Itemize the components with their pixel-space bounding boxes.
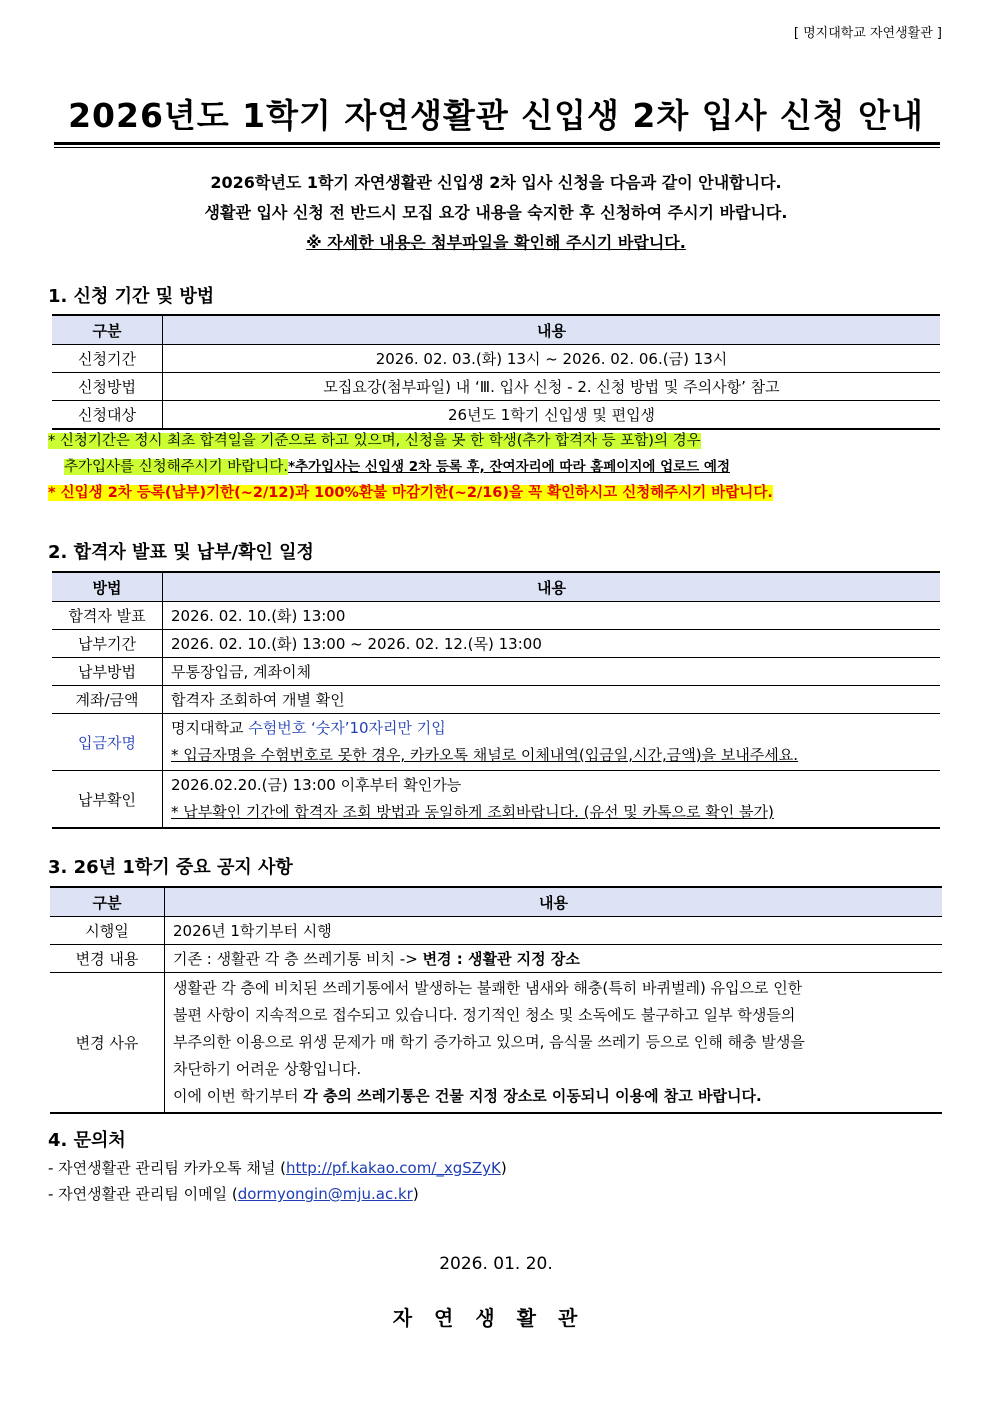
row-label: 납부방법: [52, 658, 163, 686]
reason-line: 생활관 각 층에 비치된 쓰레기통에서 발생하는 불쾌한 냄새와 해충(특히 바퀴벌레) 유입으로 인한: [173, 979, 803, 997]
row-value: 26년도 1학기 신입생 및 편입생: [163, 401, 941, 430]
email-link[interactable]: dormyongin@mju.ac.kr: [237, 1185, 413, 1203]
kakao-channel-link[interactable]: http://pf.kakao.com/_xgSZyK: [285, 1159, 501, 1177]
section-1-table: [52, 314, 940, 430]
intro-line-3: ※ 자세한 내용은 첨부파일을 확인해 주시기 바랍니다.: [306, 233, 686, 252]
row-value-reason: [165, 973, 943, 1114]
title-divider: [54, 142, 940, 148]
contact-kakao-close: ): [500, 1159, 507, 1177]
reason-line-prefix: 이에 이번 학기부터: [173, 1087, 304, 1105]
row-value: 무통장입금, 계좌이체: [163, 658, 941, 686]
table-header: [52, 572, 940, 602]
header-method: 방법: [52, 572, 163, 602]
reason-line: 부주의한 이용으로 위생 문제가 매 학기 증가하고 있으며, 음식물 쓰레기 등으로 인해 해충 발생을: [173, 1033, 805, 1051]
header-content: 내용: [165, 887, 943, 917]
row-label: 신청기간: [52, 345, 163, 373]
table-row: [52, 658, 940, 686]
table-row: [50, 973, 942, 1114]
table-row: [52, 714, 940, 771]
section-2-title: 2. 합격자 발표 및 납부/확인 일정: [48, 542, 314, 563]
row-label-reason: 변경 사유: [50, 973, 165, 1114]
reason-line: 불편 사항이 지속적으로 접수되고 있습니다. 정기적인 청소 및 소독에도 불구하고 일부 학생들의: [173, 1006, 796, 1024]
table-row: [52, 602, 940, 630]
confirm-date: 2026.02.20.(금) 13:00 이후부터 확인가능: [171, 776, 462, 794]
table-row: [50, 945, 942, 973]
header-category: 구분: [52, 315, 163, 345]
contact-kakao: [48, 1155, 507, 1181]
intro-line-2: 생활관 입사 신청 전 반드시 모집 요강 내용을 숙지한 후 신청하여 주시기 바랍니다.: [204, 203, 788, 222]
section-2-table: [52, 571, 940, 829]
depositor-suffix: 10자리만 기입: [349, 719, 446, 737]
row-value: 2026. 02. 03.(화) 13시 ~ 2026. 02. 06.(금) 13시: [163, 345, 941, 373]
row-label: 납부기간: [52, 630, 163, 658]
row-value-confirm: [163, 771, 941, 829]
table-row: [52, 686, 940, 714]
contact-email-label: - 자연생활관 관리팀 이메일 (: [48, 1185, 238, 1203]
contact-kakao-label: - 자연생활관 관리팀 카카오톡 채널 (: [48, 1159, 286, 1177]
section-4-title: 4. 문의처: [48, 1130, 126, 1151]
header-category: 구분: [50, 887, 165, 917]
table-header: [50, 887, 942, 917]
intro-line-1: 2026학년도 1학기 자연생활관 신입생 2차 입사 신청을 다음과 같이 안내합니다.: [210, 173, 782, 192]
page-title: 2026년도 1학기 자연생활관 신입생 2차 입사 신청 안내: [68, 96, 924, 135]
table-row: [52, 373, 940, 401]
row-value: 2026년 1학기부터 시행: [165, 917, 943, 945]
section-3-title: 3. 26년 1학기 중요 공지 사항: [48, 857, 293, 878]
section-1-notes: [48, 428, 773, 506]
contact-email: [48, 1181, 507, 1207]
note-deadline-warning: * 신입생 2차 등록(납부)기한(~2/12)과 100%환불 마감기한(~2/16)을 꼭 확인하시고 신청해주시기 바랍니다.: [48, 485, 773, 501]
section-3-table: [50, 886, 942, 1114]
header-content: 내용: [163, 315, 941, 345]
table-row: [52, 345, 940, 373]
row-label: 신청대상: [52, 401, 163, 430]
header-content: 내용: [163, 572, 941, 602]
table-row: [52, 771, 940, 829]
row-value: 합격자 조회하여 개별 확인: [163, 686, 941, 714]
row-value-depositor: [163, 714, 941, 771]
change-before: 기존 : 생활관 각 층 쓰레기통 비치 ->: [173, 950, 423, 968]
confirm-note: * 납부확인 기간에 합격자 조회 방법과 동일하게 조회바랍니다. (유선 및 카톡으로 확인 불가): [171, 803, 774, 821]
reason-line-emphasis: 각 층의 쓰레기통은 건물 지정 장소로 이동되니 이용에 참고 바랍니다.: [303, 1087, 762, 1105]
row-value: 2026. 02. 10.(화) 13:00: [163, 602, 941, 630]
row-label-depositor: 입금자명: [52, 714, 163, 771]
row-value: 2026. 02. 10.(화) 13:00 ~ 2026. 02. 12.(목) 13:00: [163, 630, 941, 658]
row-label-confirm: 납부확인: [52, 771, 163, 829]
issuer-signature: 자연생활관: [392, 1306, 600, 1330]
intro: [0, 168, 992, 258]
header-tag: [ 명지대학교 자연생활관 ]: [793, 26, 942, 41]
table-row: [52, 630, 940, 658]
section-1-title: 1. 신청 기간 및 방법: [48, 286, 215, 307]
table-row: [50, 917, 942, 945]
note-additional-upload: *추가입사는 신입생 2차 등록 후, 잔여자리에 따라 홈페이지에 업로드 예정: [287, 459, 731, 475]
row-value: [165, 945, 943, 973]
row-label: 변경 내용: [50, 945, 165, 973]
row-value: 모집요강(첨부파일) 내 ‘Ⅲ. 입사 신청 - 2. 신청 방법 및 주의사항’ 참고: [163, 373, 941, 401]
depositor-prefix: 명지대학교: [171, 719, 249, 737]
contact-list: [48, 1155, 507, 1207]
table-header: [52, 315, 940, 345]
row-label: 신청방법: [52, 373, 163, 401]
table-row: [52, 401, 940, 430]
contact-email-close: ): [412, 1185, 419, 1203]
document-date: 2026. 01. 20.: [439, 1254, 553, 1274]
reason-line: 차단하기 어려운 상황입니다.: [173, 1060, 362, 1078]
row-label: 합격자 발표: [52, 602, 163, 630]
note-application-period: * 신청기간은 정시 최초 합격일을 기준으로 하고 있으며, 신청을 못 한 학생(추가 합격자 등 포함)의 경우: [48, 433, 701, 449]
change-after: 변경 : 생활관 지정 장소: [422, 950, 580, 968]
note-additional-apply: 추가입사를 신청해주시기 바랍니다.: [64, 459, 288, 475]
row-label: 계좌/금액: [52, 686, 163, 714]
depositor-exam-number: 수험번호 ‘숫자’: [248, 719, 350, 737]
row-label: 시행일: [50, 917, 165, 945]
depositor-note: * 입금자명을 수험번호로 못한 경우, 카카오톡 채널로 이체내역(입금일,시간,금액)을 보내주세요.: [171, 746, 799, 764]
